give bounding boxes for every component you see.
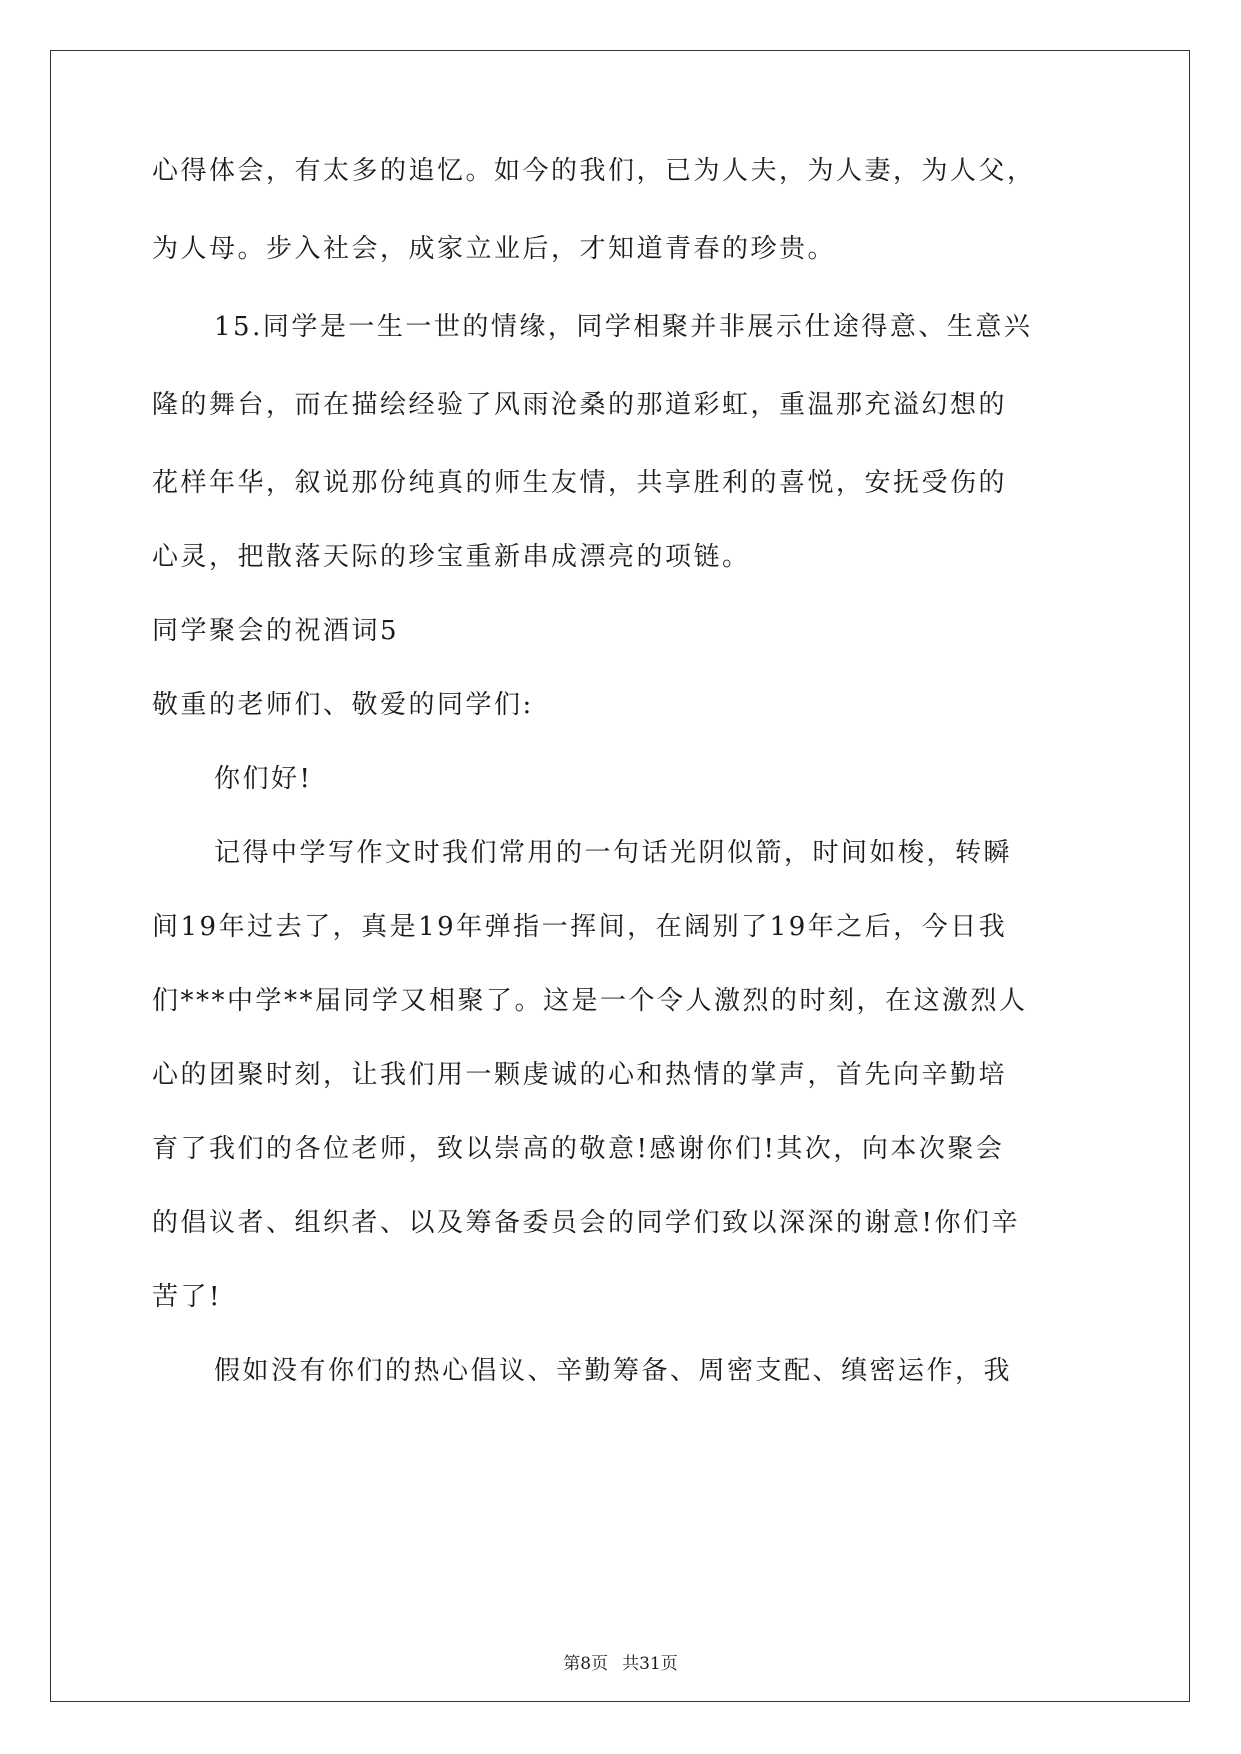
body-text-line: 心灵，把散落天际的珍宝重新串成漂亮的项链。 xyxy=(152,542,751,572)
paragraph-first-line: 记得中学写作文时我们常用的一句话光阴似箭，时间如梭，转瞬 xyxy=(214,838,1013,868)
body-text-line: 花样年华，叙说那份纯真的师生友情，共享胜利的喜悦，安抚受伤的 xyxy=(152,468,1008,498)
body-text-line: 心的团聚时刻，让我们用一颗虔诚的心和热情的掌声，首先向辛勤培 xyxy=(152,1060,1008,1090)
body-text-line: 心得体会，有太多的追忆。如今的我们，已为人夫，为人妻，为人父， xyxy=(152,156,1036,186)
page-number: 第8页 xyxy=(563,1654,609,1674)
body-text-line: 们***中学**届同学又相聚了。这是一个令人激烈的时刻，在这激烈人 xyxy=(152,986,1028,1016)
page-border xyxy=(50,50,1190,1702)
body-text-line: 育了我们的各位老师，致以崇高的敬意!感谢你们!其次，向本次聚会 xyxy=(152,1134,1005,1164)
body-text-line: 为人母。步入社会，成家立业后，才知道青春的珍贵。 xyxy=(152,234,837,264)
section-heading: 同学聚会的祝酒词5 xyxy=(152,616,400,646)
page-footer xyxy=(0,1653,1241,1675)
body-text-line: 隆的舞台，而在描绘经验了风雨沧桑的那道彩虹，重温那充溢幻想的 xyxy=(152,390,1008,420)
paragraph-first-line: 假如没有你们的热心倡议、辛勤筹备、周密支配、缜密运作，我 xyxy=(214,1356,1013,1386)
body-text-line: 的倡议者、组织者、以及筹备委员会的同学们致以深深的谢意!你们辛 xyxy=(152,1208,1020,1238)
salutation: 敬重的老师们、敬爱的同学们: xyxy=(152,690,534,720)
body-text-line: 苦了! xyxy=(152,1282,222,1312)
page-total: 共31页 xyxy=(622,1654,678,1674)
body-text-line: 间19年过去了，真是19年弹指一挥间，在阔别了19年之后，今日我 xyxy=(152,912,1008,942)
paragraph-first-line: 15.同学是一生一世的情缘，同学相聚并非展示仕途得意、生意兴 xyxy=(214,312,1033,342)
greeting: 你们好! xyxy=(214,764,313,794)
